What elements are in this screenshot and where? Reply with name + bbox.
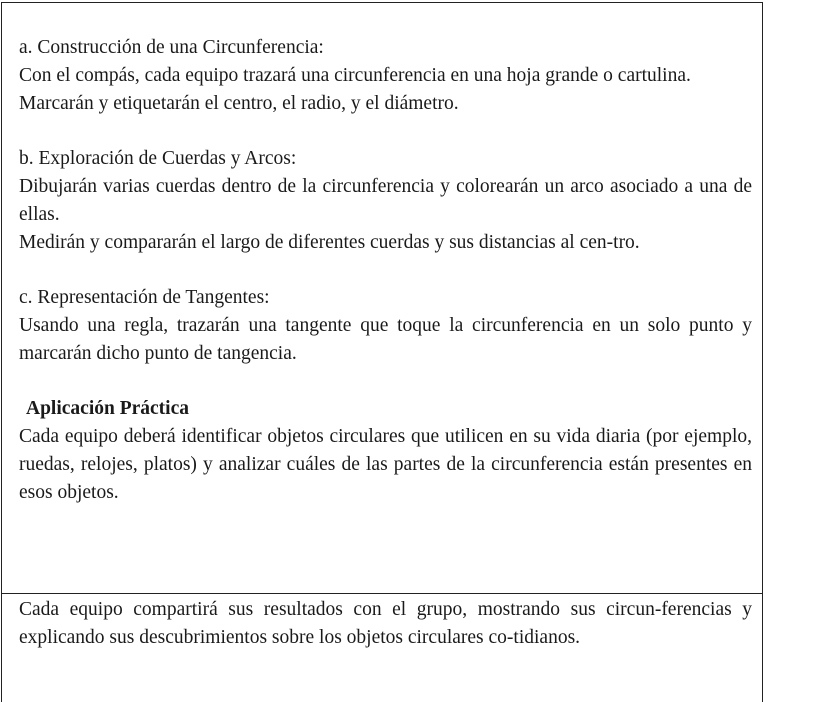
spacer [19, 368, 752, 395]
section-b-paragraph-1: Dibujarán varias cuerdas dentro de la circunferencia y colorearán un arco asociado a una de ellas. [19, 176, 752, 225]
document-table [1, 2, 763, 702]
section-b-paragraph-2: Medirán y compararán el largo de diferentes cuerdas y sus distancias al cen-tro. [19, 232, 640, 253]
section-c-paragraph-1: Usando una regla, trazarán una tangente que toque la circunferencia en un solo punto y marcarán dicho punto de tangencia. [19, 315, 752, 364]
section-c-title: c. Representación de Tangentes: [19, 287, 270, 308]
section-b-title: b. Exploración de Cuerdas y Arcos: [19, 148, 297, 169]
aplicacion-paragraph: Cada equipo deberá identificar objetos circulares que utilicen en su vida diaria (por ejemplo, ruedas, relojes, platos) y analizar cuáles de las partes de la circunferencia están presentes en esos objetos. [19, 426, 752, 503]
section-a-paragraph-2: Marcarán y etiquetarán el centro, el radio, y el diámetro. [19, 93, 459, 114]
spacer [19, 257, 752, 284]
section-a-title: a. Construcción de una Circunferencia: [19, 37, 324, 58]
closing-cell [2, 594, 762, 702]
activities-cell [2, 3, 762, 594]
spacer [19, 118, 752, 145]
closing-text [19, 596, 752, 652]
activities-text [19, 34, 752, 507]
closing-paragraph: Cada equipo compartirá sus resultados con el grupo, mostrando sus circun-ferencias y explicando sus descubrimientos sobre los objetos circulares co-tidianos. [19, 599, 752, 648]
aplicacion-heading: Aplicación Práctica [26, 398, 189, 419]
section-a-paragraph-1: Con el compás, cada equipo trazará una circunferencia en una hoja grande o cartulina. [19, 65, 691, 86]
